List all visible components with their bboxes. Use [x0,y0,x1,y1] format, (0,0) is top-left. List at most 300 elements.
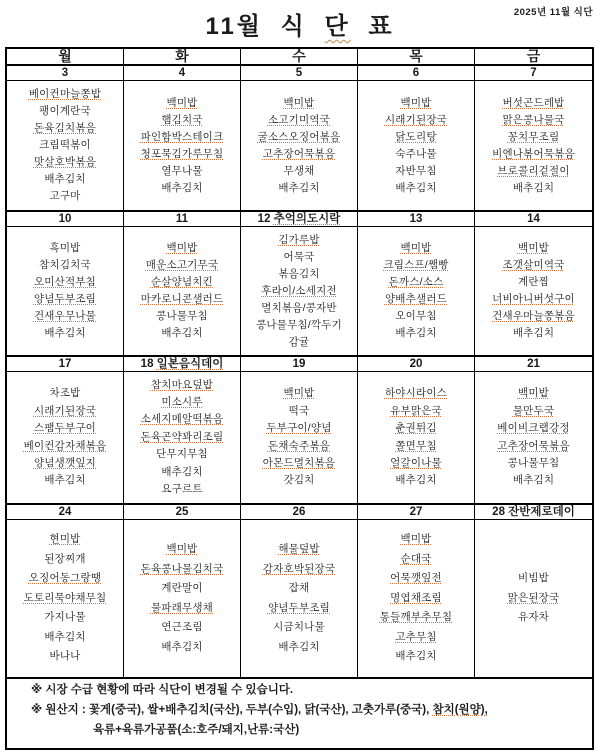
menu-item: 돈까스/소스 [388,276,444,288]
menu-item-line [358,112,474,129]
menu-item-line [358,403,474,420]
menu-item: 볶음김치 [278,267,320,280]
menu-item: 버섯곤드레밥 [502,96,565,109]
menu-item-line [475,274,592,291]
menu-item: 닭도리탕 [395,130,437,143]
menu-item: 스팸두부구이 [33,422,97,435]
menu-item: 참치김치국 [39,259,91,271]
menu-item: 요구르트 [161,483,203,496]
menu-item: 백미밥 [400,96,432,109]
menu-item: 유부맑은국 [390,404,442,417]
menu-item-line [7,325,123,342]
menu-cell-day-6 [358,81,475,210]
menu-item: 양념생깻잎지 [33,456,97,469]
menu-item: 배추김치 [395,327,437,339]
menu-item: 팽이계란국 [39,105,91,117]
menu-cell-day-28 [475,520,592,677]
menu-item: 콩나물무침 [156,310,208,322]
menu-item-line [241,112,357,129]
menu-item-line [124,257,240,274]
menu-item-line [7,530,123,550]
menu-item: 고추무침 [395,630,437,643]
menu-item-line [475,325,592,342]
menu-item: 쫄면무침 [395,439,437,452]
menu-item: 통들깨부추무침 [379,611,453,624]
menu-item-line [358,257,474,274]
menu-item-line [358,628,474,648]
menu-item-line [7,171,123,188]
date-number: 4 [178,67,186,79]
menu-item: 가지나물 [44,611,86,624]
footnote-line2-underlined: 참치(원양), [432,704,488,716]
date-number: 6 [412,67,420,79]
date-cell-12 [241,212,358,226]
weekday-header-fri: 금 [526,49,541,64]
menu-item-line [358,530,474,550]
menu-item-line [358,291,474,308]
menu-item-line [241,283,357,300]
menu-item: 비빔밥 [517,572,550,585]
date-cell-17 [7,357,124,371]
menu-table [5,47,594,750]
menu-item: 배추김치 [278,640,320,653]
menu-item-line [7,103,123,120]
date-cell-10 [7,212,124,226]
menu-item: 감자호박된장국 [262,562,336,575]
menu-item: 아몬드멸치볶음 [262,456,336,469]
menu-item: 오미산적부침 [33,276,97,288]
date-cell-26 [241,505,358,519]
menu-item: 순대국 [400,552,432,565]
menu-item: 배추김치 [161,181,203,194]
menu-item-line [7,291,123,308]
date-number: 19 [292,358,306,370]
menu-item: 백미밥 [283,96,315,109]
menu-item: 맛살호박볶음 [33,156,97,168]
menu-item-line [475,385,592,402]
menu-item: 후라이/소세지전 [261,284,337,297]
menu-item-line [475,420,592,437]
menu-cell-day-3 [7,81,124,210]
menu-item-line [475,308,592,325]
menu-item: 유자차 [517,611,550,624]
menu-item: 백미밥 [166,96,198,109]
date-number: 7 [530,67,537,79]
date-number: 24 [58,506,72,518]
date-row-week-1 [7,66,592,81]
menu-item-line [7,550,123,570]
menu-item-line [124,163,240,180]
menu-item: 백미밥 [283,387,315,400]
menu-item-line [475,569,592,589]
weekday-header-thu: 목 [358,49,475,64]
menu-item: 베이비크랩강정 [497,422,570,435]
menu-item-line [241,599,357,619]
menu-item-line [7,137,123,154]
menu-item-line [124,429,240,446]
menu-item: 굴소스오징어볶음 [257,130,341,143]
menu-item-line [475,95,592,112]
menu-cell-day-5 [241,81,358,210]
menu-item-line [358,163,474,180]
menu-item-line [7,308,123,325]
menu-item-line [124,180,240,197]
weekday-header-row [7,49,592,66]
menu-cell-day-24 [7,520,124,677]
date-number: 11 [175,213,189,225]
menu-item: 백미밥 [166,242,198,254]
menu-item-line [475,129,592,146]
menu-item: 백미밥 [166,543,198,555]
date-number: 20 [409,358,423,370]
menu-item: 시래기된장국 [384,113,448,126]
weekday-header-mon: 월 [7,49,124,64]
menu-cell-day-18 [124,372,241,503]
menu-cell-day-13 [358,227,475,355]
menu-item: 햄김치국 [161,113,203,126]
menu-item: 배추김치 [512,327,555,339]
menu-item: 물파래무생채 [150,601,214,614]
menu-item: 고추장어묵볶음 [262,147,336,160]
date-number: 18 [140,358,157,370]
menu-item-line [358,95,474,112]
menu-item: 베이컨마늘쫑밥 [28,88,102,100]
menu-item-line [241,163,357,180]
menu-item-line [358,274,474,291]
menu-item-line [7,403,123,420]
menu-item-line [241,180,357,197]
menu-item-line [7,120,123,137]
menu-cell-day-21 [475,372,592,503]
date-cell-14 [475,212,592,226]
corner-date-label: 2025년 11월 식단 [513,7,593,18]
menu-item-line [241,438,357,455]
menu-item-line [475,438,592,455]
menu-item-line [475,291,592,308]
menu-item: 바나나 [49,650,81,663]
date-cell-24 [7,505,124,519]
footnote-line3: 육류+육류가공품(소:호주/돼지,난류:국산) [93,724,300,736]
menu-item: 자반무침 [395,164,437,177]
menu-item: 참치마요덮밥 [150,378,214,391]
menu-item-line [475,589,592,609]
menu-item-line [7,608,123,628]
date-number: 10 [58,213,72,225]
menu-cell-day-10 [7,227,124,355]
menu-item: 배추김치 [44,173,86,185]
date-cell-28 [475,505,592,519]
menu-row-week-1 [7,81,592,212]
footnote-line2 [31,700,586,720]
date-number: 5 [295,67,303,79]
menu-item: 소세지메알떡볶음 [140,413,224,426]
menu-item-line [241,560,357,580]
menu-item: 해물덮밥 [278,543,320,555]
date-row-week-3 [7,357,592,372]
menu-item-line [124,446,240,463]
menu-item: 백미밥 [517,242,550,254]
menu-item: 크림떡볶이 [39,139,91,151]
menu-item: 매운소고기무국 [145,259,219,271]
date-cell-19 [241,357,358,371]
date-number: 12 [257,213,274,225]
menu-item: 무생채 [283,164,315,177]
menu-item: 돈채숙주볶음 [267,439,331,452]
menu-item: 마카로니콘샐러드 [140,293,224,305]
menu-item-line [358,385,474,402]
menu-item: 브로콜리겉절이 [497,164,570,177]
menu-item-line [124,146,240,163]
menu-cell-day-27 [358,520,475,677]
menu-item: 떡국 [288,404,310,417]
menu-item-line [358,438,474,455]
menu-item: 배추김치 [161,465,203,478]
menu-item: 배추김치 [512,181,555,194]
menu-item-line [7,188,123,205]
menu-item-line [358,180,474,197]
menu-item-line [124,240,240,257]
menu-cell-day-12 [241,227,358,355]
menu-item-line [7,628,123,648]
menu-item: 계란말이 [161,582,203,594]
menu-item: 현미밥 [49,533,81,546]
menu-item: 돈육곤약꽈리조림 [140,430,224,443]
menu-item: 갓김치 [283,474,315,487]
date-number: 25 [175,506,189,518]
menu-cell-day-11 [124,227,241,355]
menu-item: 배추김치 [161,640,203,653]
menu-item-line [358,146,474,163]
menu-item-line [124,129,240,146]
menu-item-line [358,589,474,609]
menu-item-line [124,274,240,291]
menu-item: 배추김치 [44,630,86,643]
menu-item-line [241,95,357,112]
footnote-line1: ※ 시장 수급 현황에 따라 식단이 변경될 수 있습니다. [31,684,294,696]
menu-item: 양배추샐러드 [384,293,448,305]
menu-item-line [124,308,240,325]
menu-item-line [358,608,474,628]
menu-item: 춘권튀김 [395,422,437,435]
menu-item: 맑은된장국 [507,591,560,604]
menu-item-line [475,472,592,489]
menu-item-line [241,146,357,163]
page-title-part2: 표 [350,13,395,40]
menu-item: 고구마 [49,190,81,202]
footnote-line2-text: ※ 원산지 : 꽃게(중국), 쌀+배추김치(국산), 두부(수입), 닭(국산), 고춧가루(중국), [31,704,433,716]
menu-item-line [475,180,592,197]
menu-item-line [241,317,357,334]
menu-item-line [241,300,357,317]
menu-item-line [241,579,357,599]
menu-item-line [124,464,240,481]
special-day-label: 잔반제로데이 [508,506,575,518]
menu-item-line [7,257,123,274]
menu-item: 잡채 [288,582,310,594]
menu-item-line [241,249,357,266]
date-cell-18 [124,357,241,371]
menu-item-line [124,411,240,428]
page-title-part1: 11월 식 [205,13,325,40]
menu-item-line [241,385,357,402]
menu-item-line [358,647,474,667]
menu-cell-day-19 [241,372,358,503]
menu-item: 배추김치 [44,474,86,487]
menu-item: 돈육콩나물김치국 [140,562,224,575]
menu-item-line [124,95,240,112]
date-number: 27 [409,506,423,518]
menu-item-line [124,325,240,342]
menu-item: 건새우무나물 [33,310,97,322]
menu-item: 콩나물무침/깍두기 [256,318,342,331]
menu-item: 크림스프/쨈빵 [383,259,449,271]
menu-item: 콩나물무침 [507,456,560,469]
menu-item: 어묵깻잎전 [390,572,442,585]
menu-item: 건새우마늘쫑볶음 [492,310,575,322]
menu-item: 순살양념치킨 [150,276,214,288]
menu-item: 물만두국 [512,404,555,417]
menu-item-line [7,589,123,609]
menu-item-line [124,599,240,619]
date-cell-21 [475,357,592,371]
menu-item: 백미밥 [400,242,432,254]
menu-item-line [7,647,123,667]
menu-item: 조갯살미역국 [502,259,565,271]
menu-row-week-2 [7,227,592,357]
date-cell-4 [124,66,241,80]
menu-item-line [475,240,592,257]
special-day-label: 추억의도시락 [273,213,341,225]
menu-item-line [124,579,240,599]
menu-item-line [7,385,123,402]
menu-item: 멸치볶음/콩자반 [261,301,337,314]
menu-item-line [124,394,240,411]
menu-item-line [358,472,474,489]
menu-item: 양념두부조림 [33,293,97,305]
menu-item-line [7,274,123,291]
menu-item-line [241,334,357,351]
menu-item-line [358,550,474,570]
menu-item: 계란찜 [517,276,550,288]
menu-item: 배추김치 [278,181,320,194]
menu-item-line [241,455,357,472]
menu-item-line [241,129,357,146]
menu-item: 청포묵김가루무침 [140,147,224,160]
menu-item: 하야시라이스 [384,387,448,400]
menu-item: 배추김치 [395,181,437,194]
menu-item-line [358,569,474,589]
menu-item: 배추김치 [44,327,86,339]
menu-item: 명엽채조림 [390,591,442,604]
menu-item: 배추김치 [395,650,437,663]
date-cell-25 [124,505,241,519]
date-number: 26 [292,506,306,518]
menu-item: 꽁치무조림 [507,130,560,143]
menu-item: 배추김치 [512,474,555,487]
date-cell-5 [241,66,358,80]
weekday-header-wed: 수 [241,49,358,64]
menu-item: 고추장어묵볶음 [497,439,570,452]
menu-item: 오이무침 [395,310,437,322]
menu-item: 어묵국 [283,250,315,263]
menu-item: 맑은콩나물국 [502,113,565,126]
menu-item-line [358,325,474,342]
date-cell-7 [475,66,592,80]
menu-item: 오징어동그랑땡 [28,572,102,585]
menu-item-line [475,455,592,472]
menu-item-line [358,420,474,437]
menu-item: 소고기미역국 [267,113,331,126]
menu-item-line [241,403,357,420]
menu-item-line [124,112,240,129]
menu-item: 백미밥 [517,387,550,400]
date-cell-27 [358,505,475,519]
menu-item-line [241,266,357,283]
menu-item-line [358,129,474,146]
menu-item: 열무나물 [161,164,203,177]
menu-item: 돈육김치볶음 [33,122,97,134]
menu-cell-day-14 [475,227,592,355]
menu-item-line [7,240,123,257]
menu-cell-day-26 [241,520,358,677]
menu-item-line [475,608,592,628]
date-cell-11 [124,212,241,226]
menu-item: 도토리묵야채무침 [23,591,107,604]
menu-item: 숙주나물 [395,147,437,160]
menu-cell-day-7 [475,81,592,210]
date-number: 17 [58,358,72,370]
menu-item-line [124,377,240,394]
menu-item: 미소시루 [161,395,203,408]
menu-item-line [475,146,592,163]
date-number: 21 [527,358,540,370]
date-number: 3 [61,67,69,79]
date-number: 14 [527,213,540,225]
menu-item: 흑미밥 [49,242,81,254]
menu-item-line [7,438,123,455]
menu-item-line [124,291,240,308]
menu-item: 얼갈이나물 [390,456,442,469]
menu-item: 연근조림 [161,621,203,633]
menu-item-line [7,569,123,589]
menu-item: 단무지무침 [156,448,208,461]
page-title-wavy-part: 단 [324,13,351,40]
menu-item-line [124,618,240,638]
weekday-header-tue: 화 [124,49,241,64]
date-number: 13 [409,213,423,225]
menu-cell-day-20 [358,372,475,503]
menu-cell-day-25 [124,520,241,677]
menu-item-line [7,455,123,472]
menu-item: 차조밥 [49,387,81,400]
menu-cell-day-17 [7,372,124,503]
date-cell-20 [358,357,475,371]
menu-item: 비엔나볶어묵볶음 [492,147,575,160]
menu-item-line [358,308,474,325]
menu-item-line [475,112,592,129]
menu-item-line [475,257,592,274]
footnotes [7,679,592,748]
page-title [0,6,600,41]
menu-item-line [7,472,123,489]
menu-item: 배추김치 [161,327,203,339]
menu-item-line [358,455,474,472]
menu-item: 된장찌개 [44,552,86,565]
menu-item: 감귤 [288,335,310,348]
menu-item-line [241,472,357,489]
menu-item-line [124,481,240,498]
menu-item: 파인함박스테이크 [140,130,224,143]
